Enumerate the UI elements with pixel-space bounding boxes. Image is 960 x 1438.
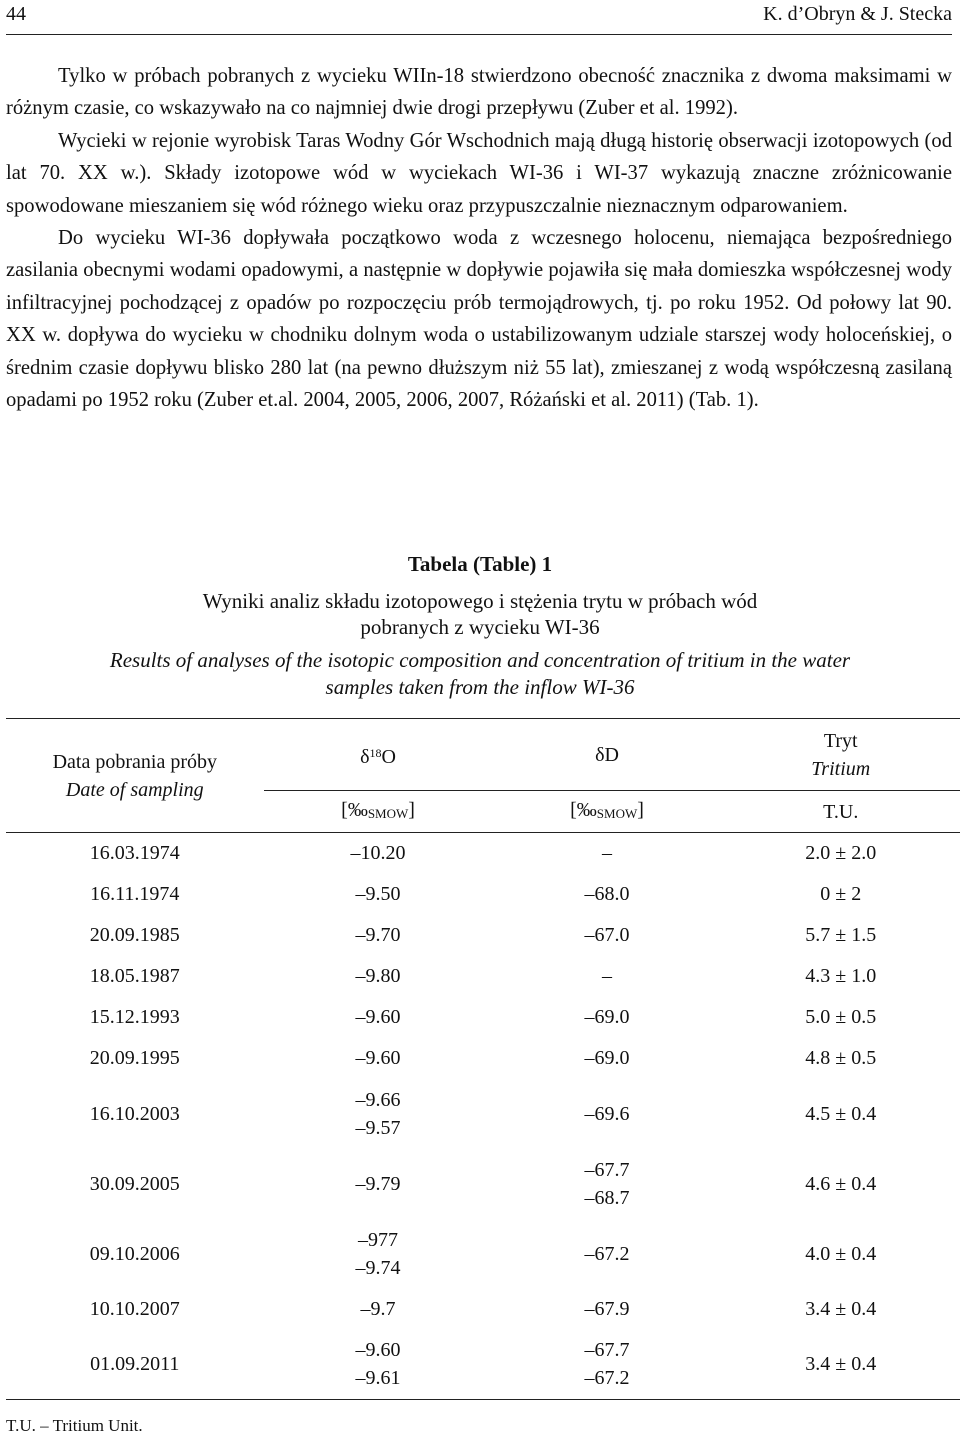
o18-cell [264, 915, 493, 956]
tritium-cell: 2.0 ± 2.0 [805, 842, 877, 865]
dd-cell-value: –67.7 [584, 1158, 630, 1181]
o18-cell-value: –9.7 [360, 1298, 396, 1320]
date-header [6, 719, 264, 833]
date-cell: 30.09.2005 [89, 1172, 180, 1195]
tritium-cell: 3.4 ± 0.4 [721, 1330, 960, 1400]
o18-cell-value: –9.60 [355, 1047, 401, 1069]
tritium-cell: 4.6 ± 0.4 [805, 1172, 877, 1195]
dd-cell-value: –69.0 [584, 1047, 630, 1069]
dd-cell [493, 1149, 722, 1219]
dd-cell-value: –67.2 [584, 1367, 630, 1390]
date-cell: 20.09.1985 [89, 924, 180, 946]
o18-cell-value: –9.60 [355, 1339, 401, 1362]
table-row [6, 956, 960, 997]
isotope-table [6, 718, 960, 1400]
o18-cell [264, 1289, 493, 1330]
o18-cell-value: –9.61 [355, 1367, 401, 1390]
o18-cell [264, 1219, 493, 1289]
paragraph: Tylko w próbach pobranych z wycieku WIIn-18 stwierdzono obecność znacznika z dwoma maksimami w różnym czasie, co wskazywało na co najmniej dwie drogi przepływu (Zuber et al. 1992). [6, 65, 952, 120]
running-header [6, 0, 952, 35]
dd-cell [493, 1079, 722, 1149]
o18-cell-value: –9.70 [355, 924, 401, 946]
o18-cell [264, 1079, 493, 1149]
o18-cell-value: –9.57 [355, 1116, 401, 1139]
o18-cell [264, 1149, 493, 1219]
o18-cell-value: –977 [358, 1228, 399, 1251]
running-authors: K. d’Obryn & J. Stecka [763, 3, 952, 25]
tritium-cell: 4.5 ± 0.4 [805, 1102, 877, 1125]
dd-cell-value: –67.7 [584, 1339, 630, 1362]
o18-cell [264, 956, 493, 997]
date-header-pl: Data pobrania próby [52, 750, 217, 773]
o18-cell [264, 1330, 493, 1400]
o18-cell-value: –9.60 [355, 1006, 401, 1028]
dd-cell-value: –68.0 [584, 883, 630, 905]
date-cell: 16.10.2003 [89, 1102, 180, 1125]
o18-cell-value: –9.79 [355, 1172, 401, 1195]
paragraph: Do wycieku WI-36 dopływała początkowo woda z wczesnego holocenu, niemająca bezpośredniego zasilania obecnymi wodami opadowymi, a następnie w dopływie pojawiła się mała domieszka współczesnej wody infiltracyjnej pochodzącej z opadów po rozpoczęciu prób termojądrowych, tj. po roku 1952. Od połowy lat 90. XX w. dopływa do wycieku w chodniku dolnym woda o ustabilizowanym udziale starszej wody holoceńskiej, o średnim czasie dopływu blisko 280 lat (na pewno dłuższym niż 55 lat), zmieszanej z wodą współczesną zasilaną opadami po 1952 roku (Zuber et.al. 2004, 2005, 2006, 2007, Różański et al. 2011) (Tab. 1). [6, 227, 952, 412]
tritium-header-en: Tritium [811, 757, 871, 780]
o18-cell [264, 997, 493, 1038]
tritium-cell: 3.4 ± 0.4 [805, 1298, 877, 1320]
dd-cell-value: –67.0 [584, 924, 630, 946]
dd-cell [493, 874, 722, 915]
date-header-en: Date of sampling [65, 778, 204, 801]
dd-cell-value: –68.7 [584, 1186, 630, 1209]
o18-cell [264, 1038, 493, 1079]
dd-header: δD [493, 719, 722, 791]
table-row [6, 1219, 960, 1289]
dd-cell [493, 956, 722, 997]
dd-unit: $[‰_{SMOW}]$ [493, 791, 722, 833]
dd-cell [493, 1038, 722, 1079]
date-cell: 09.10.2006 [89, 1242, 180, 1265]
dd-cell [493, 1219, 722, 1289]
dd-cell [493, 1330, 722, 1400]
table-row [6, 1038, 960, 1079]
dd-cell-value: –67.9 [584, 1298, 630, 1320]
dd-cell [493, 1289, 722, 1330]
table-row [6, 1330, 960, 1400]
table-row [6, 915, 960, 956]
o18-cell-value: –9.66 [355, 1088, 401, 1111]
body-text [6, 60, 952, 416]
o18-cell-value: –9.80 [355, 965, 401, 987]
table-title-pl: Wyniki analiz składu izotopowego i stężenia trytu w próbach wód pobranych z wycieku WI-36 [202, 589, 758, 639]
paragraph: Wycieki w rejonie wyrobisk Taras Wodny Gór Wschodnich mają długą historię obserwacji izotopowych (od lat 70. XX w.). Składy izotopowe wód w wyciekach WI-36 i WI-37 wykazują znaczne zróżnicowanie spowodowane mieszaniem się wód różnego wieku oraz przypuszczalnie nieznacznym odparowaniem. [6, 129, 952, 217]
dd-cell-value: –67.2 [584, 1242, 630, 1265]
o18-unit: $[‰_{SMOW}]$ [264, 791, 493, 833]
date-cell: 16.03.1974 [89, 842, 180, 865]
dd-cell-value: –69.6 [584, 1102, 630, 1125]
o18-cell-value: –9.50 [355, 883, 401, 905]
tritium-cell: 5.7 ± 1.5 [805, 924, 877, 946]
dd-cell-value: – [602, 965, 612, 987]
date-cell: 16.11.1974 [90, 883, 180, 905]
table-row [6, 833, 960, 874]
table-row [6, 1289, 960, 1330]
dd-cell [493, 997, 722, 1038]
date-cell: 15.12.1993 [89, 1006, 180, 1028]
table-row [6, 1079, 960, 1149]
o18-header: $\delta^{18}O$ [264, 719, 493, 791]
table-title-en: Results of analyses of the isotopic composition and concentration of tritium in the water samples taken from the inflow WI-36 [109, 648, 851, 699]
date-cell: 01.09.2011 [6, 1330, 264, 1400]
date-cell: 20.09.1995 [89, 1047, 180, 1069]
o18-cell-value: –10.20 [350, 842, 406, 865]
table-row [6, 1149, 960, 1219]
o18-cell [264, 874, 493, 915]
table-footnote: T.U. – Tritium Unit. [6, 1416, 143, 1435]
dd-cell-value: –69.0 [584, 1006, 630, 1028]
tritium-header [721, 719, 960, 791]
page-number: 44 [6, 3, 26, 25]
tritium-cell: 0 ± 2 [820, 883, 862, 905]
date-cell: 10.10.2007 [89, 1298, 180, 1320]
tritium-header-pl: Tryt [823, 729, 858, 752]
table-label: Tabela (Table) 1 [407, 552, 553, 576]
table-row [6, 997, 960, 1038]
dd-cell [493, 833, 722, 874]
dd-cell [493, 915, 722, 956]
tritium-cell: 4.8 ± 0.5 [805, 1047, 877, 1069]
tritium-cell: 4.0 ± 0.4 [805, 1242, 877, 1265]
table-row [6, 874, 960, 915]
date-cell: 18.05.1987 [89, 965, 180, 987]
o18-cell-value: –9.74 [355, 1256, 401, 1279]
tritium-unit: T.U. [721, 791, 960, 833]
o18-cell [264, 833, 493, 874]
tritium-cell: 5.0 ± 0.5 [805, 1006, 877, 1028]
dd-cell-value: – [602, 842, 612, 865]
tritium-cell: 4.3 ± 1.0 [805, 965, 877, 987]
